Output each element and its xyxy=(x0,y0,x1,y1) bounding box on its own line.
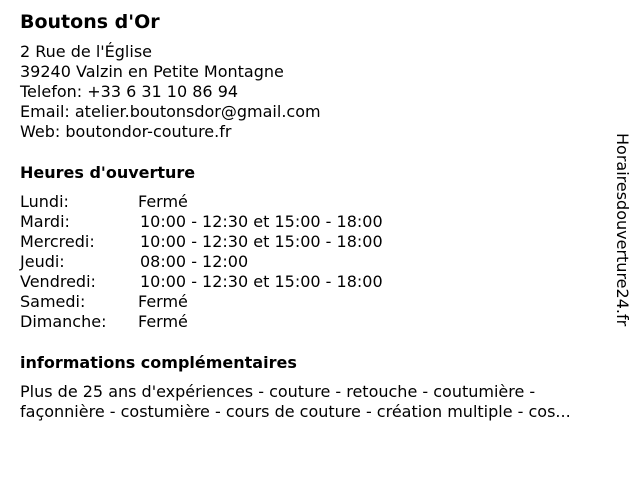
opening-hours-heading: Heures d'ouverture xyxy=(20,163,196,182)
hours-row-monday xyxy=(20,192,610,212)
email-address[interactable]: atelier.boutonsdor@gmail.com xyxy=(74,102,321,121)
hours-time: Fermé xyxy=(138,192,188,211)
hours-day: Jeudi: xyxy=(20,252,65,271)
hours-day: Samedi: xyxy=(20,292,86,311)
business-card xyxy=(20,9,610,422)
hours-row-friday xyxy=(20,272,610,292)
hours-time: 10:00 - 12:30 et 15:00 - 18:00 xyxy=(140,272,383,291)
hours-row-tuesday xyxy=(20,212,610,232)
web-line xyxy=(20,122,610,142)
phone-label: Telefon: xyxy=(20,82,83,101)
hours-time: 08:00 - 12:00 xyxy=(140,252,249,271)
additional-info-heading: informations complémentaires xyxy=(20,353,297,372)
additional-info-line-2: façonnière - costumière - cours de couture - création multiple - cos... xyxy=(20,402,571,421)
hours-day: Mardi: xyxy=(20,212,70,231)
web-link[interactable]: boutondor-couture.fr xyxy=(65,122,232,141)
hours-time: 10:00 - 12:30 et 15:00 - 18:00 xyxy=(140,232,383,251)
hours-row-wednesday xyxy=(20,232,610,252)
hours-day: Dimanche: xyxy=(20,312,107,331)
hours-day: Mercredi: xyxy=(20,232,95,251)
hours-row-sunday xyxy=(20,312,610,332)
hours-time: Fermé xyxy=(138,292,188,311)
address-line-2: 39240 Valzin en Petite Montagne xyxy=(20,62,284,81)
hours-row-saturday xyxy=(20,292,610,312)
business-name: Boutons d'Or xyxy=(20,11,160,33)
additional-info-line-1: Plus de 25 ans d'expériences - couture - retouche - coutumière - xyxy=(20,382,536,401)
email-line xyxy=(20,102,610,122)
hours-day: Vendredi: xyxy=(20,272,96,291)
phone-number[interactable]: +33 6 31 10 86 94 xyxy=(87,82,239,101)
hours-time: Fermé xyxy=(138,312,188,331)
email-label: Email: xyxy=(20,102,70,121)
site-watermark: Horairesdouverture24.fr xyxy=(613,133,632,327)
web-label: Web: xyxy=(20,122,61,141)
address-line-1: 2 Rue de l'Église xyxy=(20,42,152,61)
hours-day: Lundi: xyxy=(20,192,69,211)
opening-hours-table xyxy=(20,192,610,332)
hours-time: 10:00 - 12:30 et 15:00 - 18:00 xyxy=(140,212,383,231)
phone-line xyxy=(20,82,610,102)
hours-row-thursday xyxy=(20,252,610,272)
